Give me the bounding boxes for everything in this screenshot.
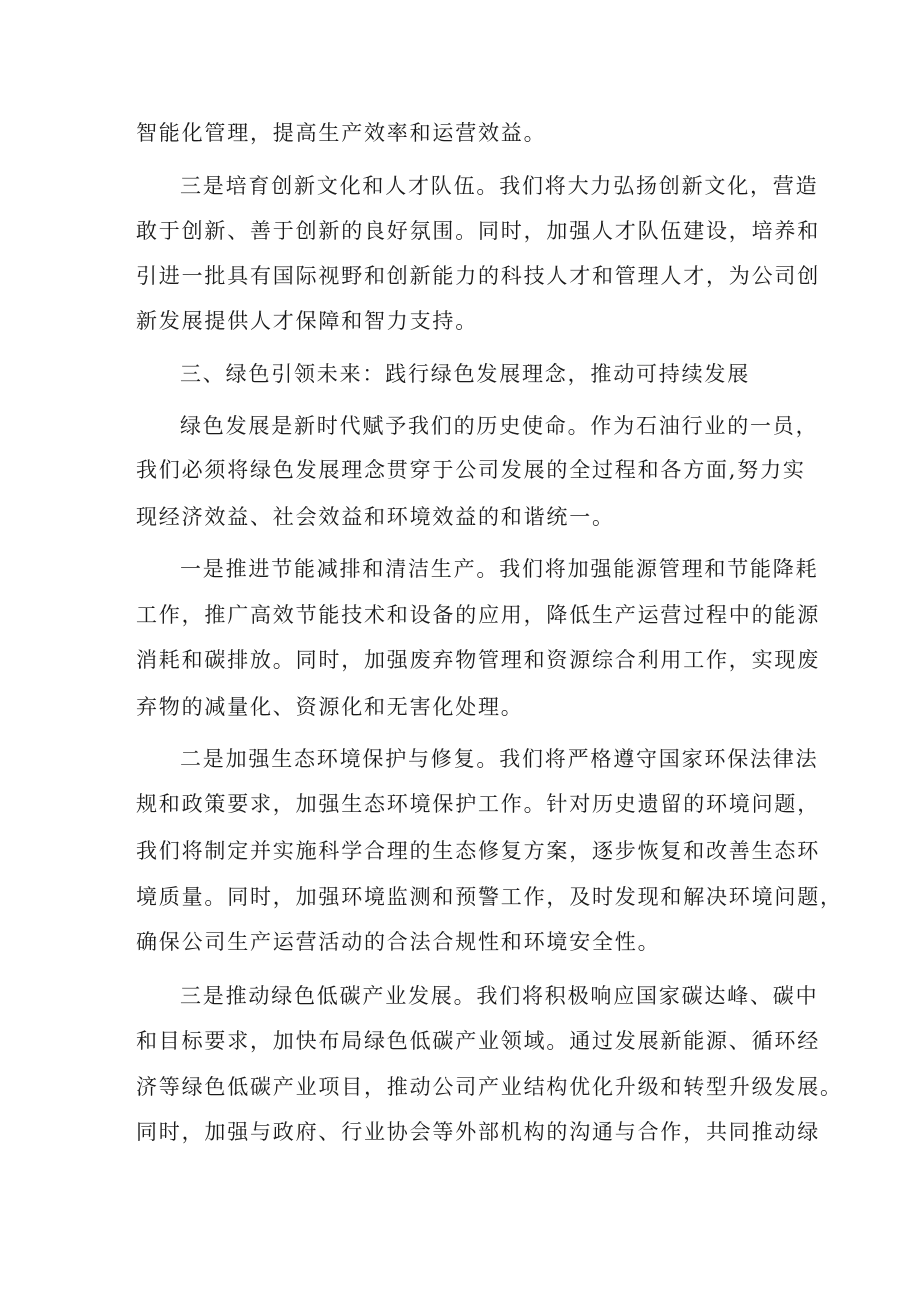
- text-line: 工作，推广高效节能技术和设备的应用，降低生产运营过程中的能源: [136, 603, 820, 627]
- text-line: 规和政策要求，加强生态环境保护工作。针对历史遗留的环境问题，: [136, 792, 820, 816]
- text-line: 弃物的减量化、资源化和无害化处理。: [136, 695, 524, 719]
- text-line: 绿色发展是新时代赋予我们的历史使命。作为石油行业的一员，: [180, 414, 819, 438]
- text-line: 和目标要求，加快布局绿色低碳产业领域。通过发展新能源、循环经: [136, 1029, 820, 1053]
- text-line: 确保公司生产运营活动的合法合规性和环境安全性。: [136, 930, 661, 954]
- section-heading: 三、绿色引领未来：践行绿色发展理念，推动可持续发展: [180, 362, 750, 386]
- text-line: 同时，加强与政府、行业协会等外部机构的沟通与合作，共同推动绿: [136, 1120, 820, 1144]
- text-line: 三是推动绿色低碳产业发展。我们将积极响应国家碳达峰、碳中: [180, 984, 819, 1008]
- text-line: 敢于创新、善于创新的良好氛围。同时，加强人才队伍建设，培养和: [136, 219, 820, 243]
- text-line: 境质量。同时，加强环境监测和预警工作，及时发现和解决环境问题，: [136, 885, 843, 909]
- text-line: 引进一批具有国际视野和创新能力的科技人才和管理人才，为公司创: [136, 264, 820, 288]
- text-line: 我们将制定并实施科学合理的生态修复方案，逐步恢复和改善生态环: [136, 839, 820, 863]
- text-line: 二是加强生态环境保护与修复。我们将严格遵守国家环保法律法: [180, 747, 819, 771]
- text-line: 新发展提供人才保障和智力支持。: [136, 309, 478, 333]
- text-line: 三是培育创新文化和人才队伍。我们将大力弘扬创新文化，营造: [180, 174, 819, 198]
- text-line: 我们必须将绿色发展理念贯穿于公司发展的全过程和各方面,努力实: [136, 458, 806, 482]
- text-line: 消耗和碳排放。同时，加强废弃物管理和资源综合利用工作，实现废: [136, 648, 820, 672]
- text-line: 一是推进节能减排和清洁生产。我们将加强能源管理和节能降耗: [180, 557, 819, 581]
- text-line: 现经济效益、社会效益和环境效益的和谐统一。: [136, 505, 615, 529]
- text-line: 济等绿色低碳产业项目，推动公司产业结构优化升级和转型升级发展。: [136, 1075, 843, 1099]
- text-line: 智能化管理，提高生产效率和运营效益。: [136, 121, 547, 145]
